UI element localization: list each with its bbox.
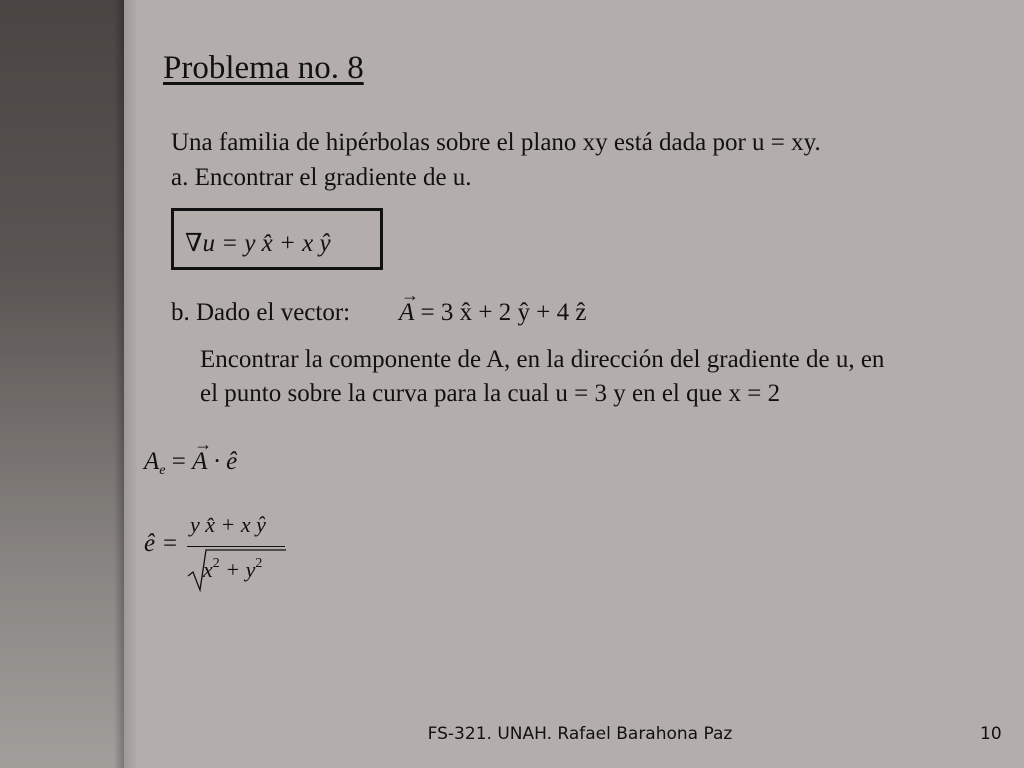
vector-a-symbol: → A [399,299,414,327]
decorative-side-bar [0,0,124,768]
side-bar-shadow [124,0,138,768]
slide-title: Problema no. 8 [163,50,364,86]
part-b-text-line-2: el punto sobre la curva para la cual u = 3 y en el que x = 2 [200,380,781,407]
unit-vector-numerator: y x̂ + x ŷ [190,512,266,537]
ae-equals: = [171,448,186,475]
ae-subscript: e [159,463,166,478]
problem-statement-line-1: Una familia de hipérbolas sobre el plano xy está dada por u = xy. [171,129,821,156]
page-number: 10 [980,724,1002,744]
ae-symbol: A [144,448,160,475]
part-a-question: a. Encontrar el gradiente de u. [171,164,472,191]
ae-vector-a: → A [192,448,207,476]
footer-text: FS-321. UNAH. Rafael Barahona Paz [427,724,733,744]
ae-dot-ehat: · ê [213,448,238,475]
denominator-plus-y: + y [225,557,256,582]
denominator-x-exponent: 2 [212,556,220,571]
part-b-text-line-1: Encontrar la componente de A, en la dirección del gradiente de u, en [200,346,885,373]
unit-vector-denominator [203,556,262,583]
component-equation [144,448,237,479]
part-b-label: b. Dado el vector: [171,299,351,326]
denominator-x: x [203,557,213,582]
unit-vector-lhs: ê = [144,530,179,557]
vector-a-components: = 3 x̂ + 2 ŷ + 4 ẑ [420,299,587,326]
gradient-equation: ∇u = y x̂ + x ŷ [185,230,331,257]
fraction-bar [187,546,285,547]
vector-equation [399,299,586,327]
denominator-y-exponent: 2 [255,556,263,571]
